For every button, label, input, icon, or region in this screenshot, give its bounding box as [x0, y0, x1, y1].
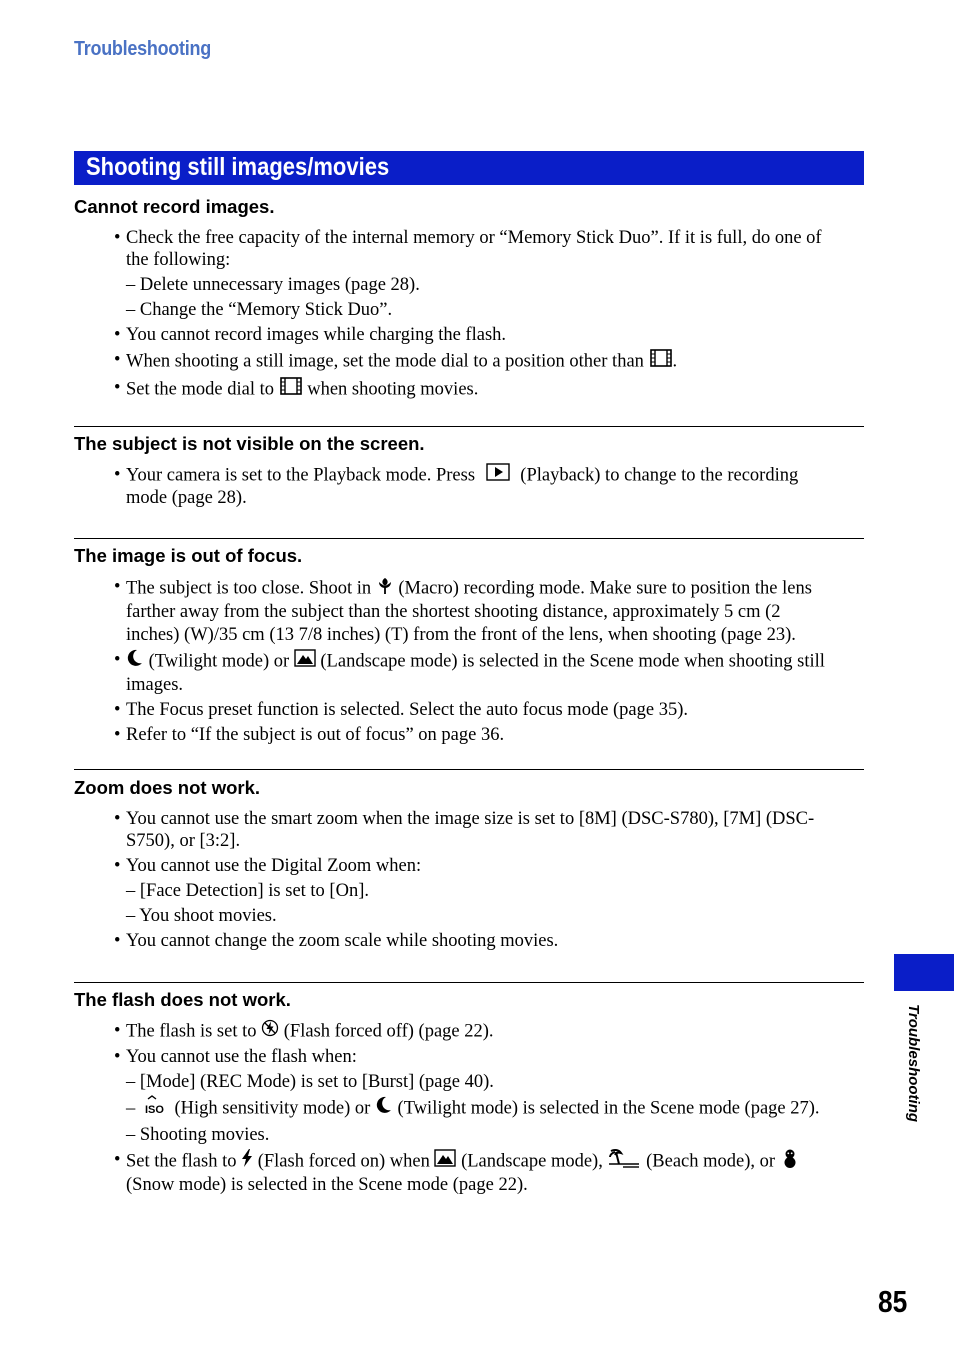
list-item-continuation: inches) (W)/35 cm (13 7/8 inches) (T) from the front of the lens, when shooting (page 23).: [126, 625, 796, 645]
topic-heading: The image is out of focus.: [74, 545, 303, 566]
list-item: • The subject is too close. Shoot in (Macro) recording mode. Make sure to position the lens: [74, 575, 864, 603]
beach-icon: [607, 1148, 641, 1176]
topic-subject-not-visible: [74, 433, 864, 511]
topic-heading: Cannot record images.: [74, 196, 275, 217]
divider: [74, 769, 864, 770]
list-item: • You cannot use the Digital Zoom when:: [114, 856, 422, 876]
list-item: • Your camera is set to the Playback mode. Press (Playback) to change to the recording: [74, 463, 864, 489]
list-item: • Set the flash to (Flash forced on) when (Landscape mode), (Beach mode), or: [74, 1148, 864, 1176]
iso-icon: [144, 1095, 166, 1123]
svg-text:ISO: ISO: [144, 1104, 164, 1115]
list-item: • Refer to “If the subject is out of focus” on page 36.: [114, 725, 505, 745]
list-item: • When shooting a still image, set the mode dial to a position other than .: [74, 348, 864, 376]
list-item: • You cannot record images while charging the flash.: [114, 325, 507, 345]
list-item-continuation: mode (page 28).: [126, 488, 247, 508]
list-item-continuation: (Snow mode) is selected in the Scene mode (page 22).: [126, 1175, 528, 1195]
list-item-continuation: S750), or [3:2].: [126, 831, 241, 851]
section-header-bar: [74, 151, 864, 185]
twilight-icon: [126, 648, 144, 676]
topic-cannot-record: [74, 196, 864, 404]
sub-item: – ISO (High sensitivity mode) or (Twilight mode) is selected in the Scene mode (page 27).: [74, 1095, 864, 1123]
divider: [74, 982, 864, 983]
macro-icon: [376, 575, 394, 603]
list-item: • The flash is set to (Flash forced off) (page 22).: [74, 1019, 864, 1045]
topic-heading: Zoom does not work.: [74, 777, 261, 798]
twilight-icon: [375, 1095, 393, 1123]
flash-on-icon: [241, 1148, 253, 1176]
landscape-icon: [434, 1149, 456, 1175]
section-title: Shooting still images/movies: [86, 153, 390, 181]
divider: [74, 426, 864, 427]
topic-heading: The flash does not work.: [74, 989, 291, 1010]
list-item-continuation: farther away from the subject than the shortest shooting distance, approximately 5 cm (2: [126, 602, 781, 622]
side-chapter-label: Troubleshooting: [905, 1004, 922, 1123]
flash-off-icon: [261, 1019, 279, 1045]
list-item: • The Focus preset function is selected. Select the auto focus mode (page 35).: [114, 700, 689, 720]
topic-zoom: [74, 777, 864, 954]
list-item: • Set the mode dial to when shooting movies.: [74, 376, 864, 404]
sub-item: – Change the “Memory Stick Duo”.: [126, 300, 393, 320]
list-item: • You cannot use the smart zoom when the image size is set to [8M] (DSC-S780), [7M] (DSC-: [114, 809, 815, 829]
landscape-icon: [294, 649, 316, 675]
list-item: • You cannot change the zoom scale while shooting movies.: [114, 931, 559, 951]
list-item: • You cannot use the flash when:: [114, 1047, 357, 1067]
list-item: • (Twilight mode) or (Landscape mode) is selected in the Scene mode when shooting still: [74, 648, 864, 676]
list-item-continuation: images.: [126, 675, 184, 695]
list-item-continuation: the following:: [126, 250, 231, 270]
sub-item: – You shoot movies.: [126, 906, 277, 926]
sub-item: – Delete unnecessary images (page 28).: [126, 275, 420, 295]
chapter-tab: [894, 954, 954, 991]
list-item: • Check the free capacity of the internal memory or “Memory Stick Duo”. If it is full, do one of: [74, 226, 864, 251]
running-head-title: Troubleshooting: [74, 38, 211, 60]
movie-mode-icon: [649, 348, 673, 376]
divider: [74, 538, 864, 539]
sub-item: – [Mode] (REC Mode) is set to [Burst] (page 40).: [126, 1072, 494, 1092]
topic-flash: [74, 989, 864, 1198]
snow-icon: [780, 1148, 800, 1176]
bullet-mark: •: [114, 228, 121, 248]
page-number: 85: [878, 1284, 908, 1319]
sub-item: – Shooting movies.: [126, 1125, 270, 1145]
sub-item: – [Face Detection] is set to [On].: [126, 881, 369, 901]
topic-heading: The subject is not visible on the screen.: [74, 433, 425, 454]
topic-out-of-focus: [74, 545, 864, 748]
movie-mode-icon: [279, 376, 303, 404]
